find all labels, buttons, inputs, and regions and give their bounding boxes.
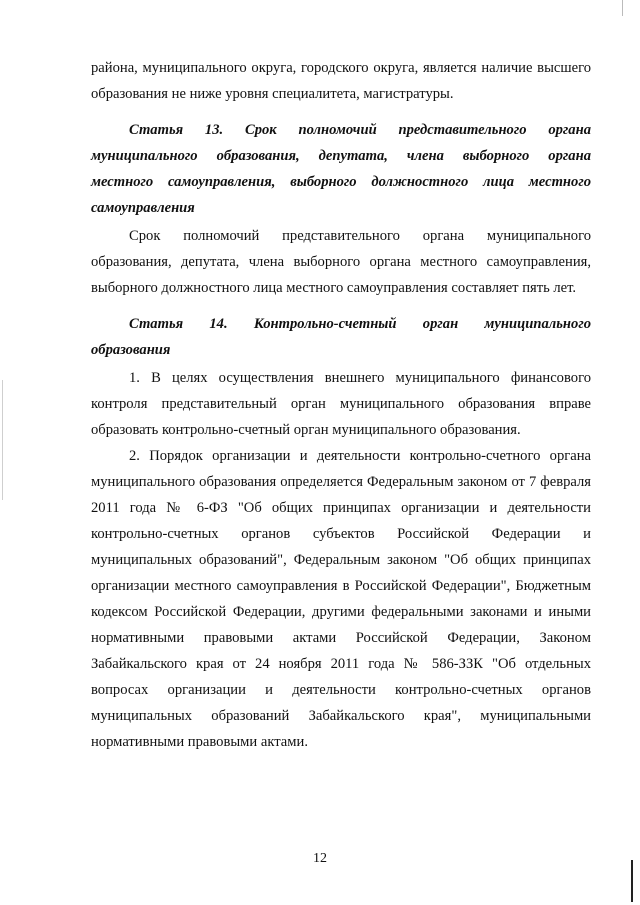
article-14-point-1: 1. В целях осуществления внешнего муниципального финансового контроля представительный орган муниципального образования вправе образовать контрольно-счетный орган муниципального образования. (91, 370, 591, 438)
article-14-point-2: 2. Порядок организации и деятельности контрольно-счетного органа муниципального образования определяется Федеральным законом от 7 февраля 2011 года № 6-ФЗ "Об общих принципах организации и деятельности контрольно-счетных органов субъектов Российской Федерации и муниципальных образований", Федеральным законом "Об общих принципах организации местного самоуправления в Российской Федерации", Бюджетным кодексом Российской Федерации, другими федеральными законами и иными нормативными правовыми актами Российской Федерации, Законом Забайкальского края от 24 ноября 2011 года № 586-ЗЗК "Об отдельных вопросах организации и деятельности контрольно-счетных органов муниципальных образований Забайкальского края", муниципальными нормативными правовыми актами. (91, 448, 591, 750)
article-13-text: Срок полномочий представительного органа муниципального образования, депутата, члена выборного органа местного самоуправления, выборного должностного лица местного самоуправления составляет пять лет. (91, 228, 591, 296)
intro-paragraph: района, муниципального округа, городского округа, является наличие высшего образования не ниже уровня специалитета, магистратуры. (91, 60, 591, 102)
page-number: 12 (313, 851, 327, 866)
document-body (91, 55, 591, 755)
article-14-heading: Статья 14. Контрольно-счетный орган муниципального образования (91, 316, 591, 358)
article-13-heading: Статья 13. Срок полномочий представительного органа муниципального образования, депутата, члена выборного органа местного самоуправления, выборного должностного лица местного самоуправления (91, 122, 591, 216)
scan-edge-mark (2, 380, 3, 500)
scan-edge-mark (622, 0, 623, 16)
scan-edge-mark (631, 860, 633, 902)
